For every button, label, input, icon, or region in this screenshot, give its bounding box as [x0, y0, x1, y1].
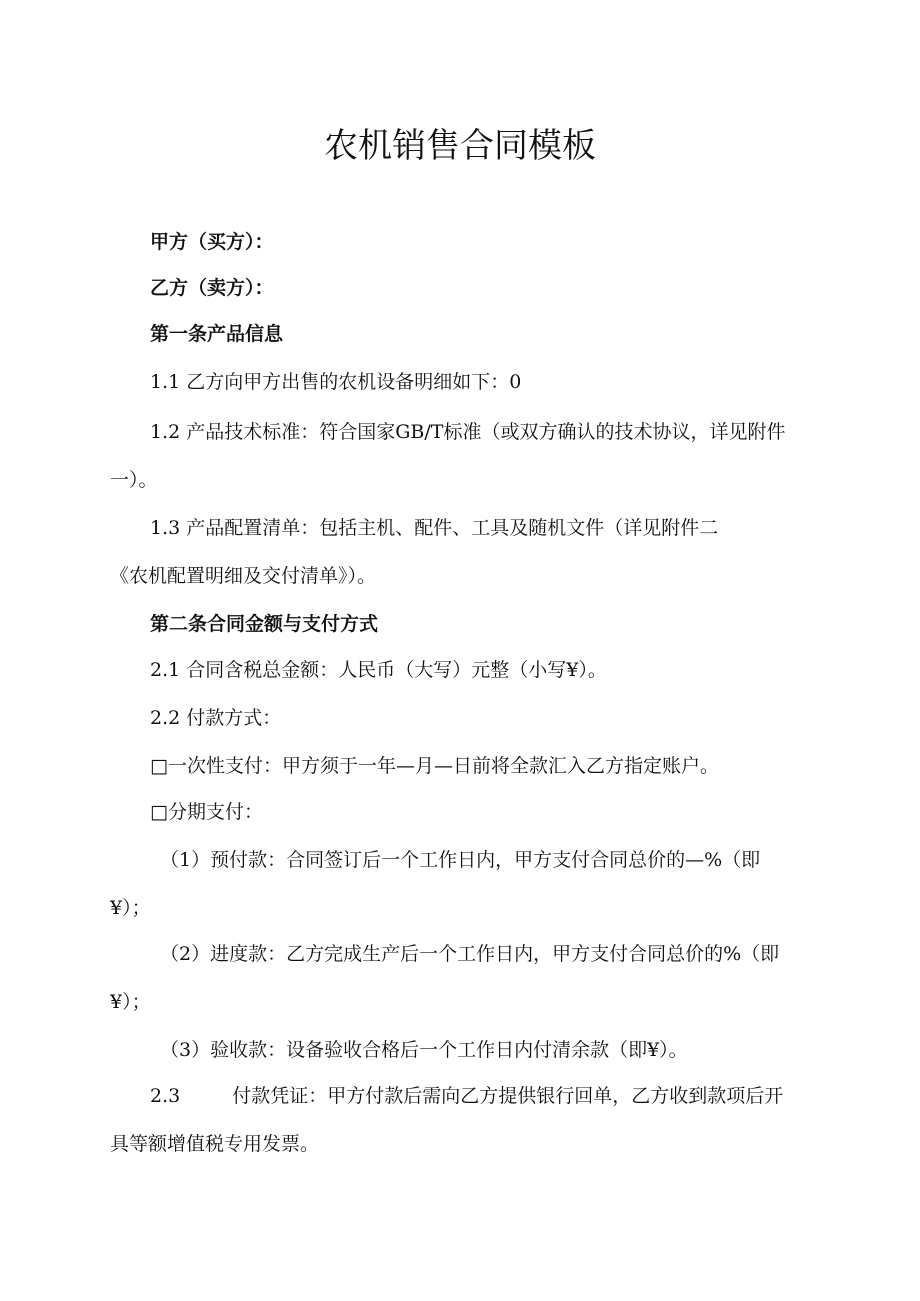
- clause-2-3-line-2: 具等额增值税专用发票。: [110, 1133, 320, 1155]
- installment-3: （3）验收款：设备验收合格后一个工作日内付清余款（即¥）。: [160, 1039, 688, 1061]
- party-b-label: 乙方（卖方）：: [150, 277, 274, 299]
- option-lump-sum: □一次性支付：甲方须于一年—月—日前将全款汇入乙方指定账户。: [150, 755, 719, 777]
- clause-2-1: 2.1 合同含税总金额：人民币（大写）元整（小写¥）。: [150, 659, 607, 681]
- clause-2-3-text: 付款凭证：甲方付款后需向乙方提供银行回单，乙方收到款项后开: [232, 1085, 784, 1107]
- article-2-heading: 第二条合同金额与支付方式: [150, 613, 379, 635]
- installment-1-line-1: （1）预付款：合同签订后一个工作日内，甲方支付合同总价的—%（即: [160, 849, 761, 871]
- clause-1-1: 1.1 乙方向甲方出售的农机设备明细如下：0: [150, 371, 522, 393]
- option-installment: □分期支付：: [150, 801, 263, 823]
- clause-2-3-number: 2.3: [150, 1085, 181, 1107]
- clause-1-3-line-2: 《农机配置明细及交付清单》）。: [110, 565, 377, 587]
- clause-1-2-line-1: 1.2 产品技术标准：符合国家GB/T标准（或双方确认的技术协议，详见附件: [150, 421, 786, 443]
- clause-1-3-line-1: 1.3 产品配置清单：包括主机、配件、工具及随机文件（详见附件二: [150, 517, 719, 539]
- clause-2-2: 2.2 付款方式：: [150, 707, 282, 729]
- article-1-heading: 第一条产品信息: [150, 323, 284, 345]
- clause-2-3-line-1: [150, 1082, 783, 1110]
- clause-1-2-line-2: 一）。: [110, 469, 158, 491]
- installment-2-line-1: （2）进度款：乙方完成生产后一个工作日内，甲方支付合同总价的%（即: [160, 943, 780, 965]
- document-title: 农机销售合同模板: [324, 126, 596, 166]
- party-a-label: 甲方（买方）：: [150, 231, 274, 253]
- installment-2-line-2: ¥）；: [110, 991, 151, 1013]
- installment-1-line-2: ¥）；: [110, 897, 151, 919]
